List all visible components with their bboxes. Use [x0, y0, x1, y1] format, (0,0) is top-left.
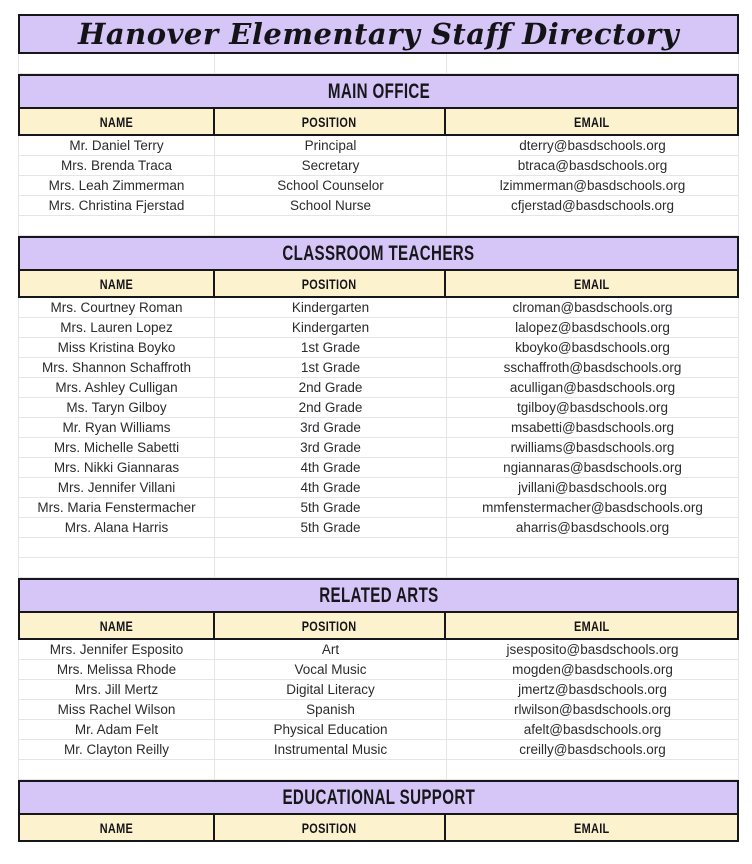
email-cell: ngiannaras@basdschools.org [447, 458, 738, 478]
column-header-position [215, 109, 446, 134]
name-cell: Mrs. Alana Harris [19, 518, 215, 538]
empty-cell [19, 216, 215, 236]
column-header-position [215, 271, 446, 296]
column-header-position [215, 613, 446, 638]
position-cell: 1st Grade [215, 338, 447, 358]
empty-cell [215, 54, 447, 74]
sections [18, 74, 739, 842]
name-cell: Mrs. Christina Fjerstad [19, 196, 215, 216]
table-row [18, 518, 739, 538]
name-cell: Mr. Adam Felt [19, 720, 215, 740]
table-row [18, 358, 739, 378]
name-cell: Mr. Daniel Terry [19, 136, 215, 156]
table-row [18, 418, 739, 438]
empty-cell [215, 216, 447, 236]
position-cell: 2nd Grade [215, 398, 447, 418]
email-cell: cfjerstad@basdschools.org [447, 196, 738, 216]
column-header-label: NAME [99, 113, 134, 130]
name-cell: Mrs. Leah Zimmerman [19, 176, 215, 196]
name-cell: Mrs. Shannon Schaffroth [19, 358, 215, 378]
name-cell: Mrs. Nikki Giannaras [19, 458, 215, 478]
empty-cell [19, 760, 215, 780]
table-row [18, 398, 739, 418]
table-row [18, 680, 739, 700]
empty-cell [215, 558, 447, 578]
section-classroom-teachers [18, 236, 739, 578]
spacer-row [18, 54, 739, 74]
table-row [18, 378, 739, 398]
email-cell: aharris@basdschools.org [447, 518, 738, 538]
section-title-bar [18, 578, 739, 612]
email-cell: msabetti@basdschools.org [447, 418, 738, 438]
section-educational-support [18, 780, 739, 842]
table-row [18, 740, 739, 760]
position-cell: Spanish [215, 700, 447, 720]
empty-cell [215, 760, 447, 780]
table-row [18, 318, 739, 338]
position-cell: Kindergarten [215, 318, 447, 338]
email-cell: kboyko@basdschools.org [447, 338, 738, 358]
table-row [18, 298, 739, 318]
table-row [18, 478, 739, 498]
empty-cell [447, 538, 738, 558]
column-header-label: NAME [99, 275, 134, 292]
position-cell: Instrumental Music [215, 740, 447, 760]
empty-cell [19, 538, 215, 558]
position-cell: School Nurse [215, 196, 447, 216]
position-cell: Vocal Music [215, 660, 447, 680]
email-cell: dterry@basdschools.org [447, 136, 738, 156]
table-row [18, 338, 739, 358]
email-cell: rwilliams@basdschools.org [447, 438, 738, 458]
email-cell: aculligan@basdschools.org [447, 378, 738, 398]
name-cell: Mr. Ryan Williams [19, 418, 215, 438]
position-cell: 3rd Grade [215, 438, 447, 458]
table-row [18, 640, 739, 660]
empty-cell [447, 558, 738, 578]
spacer-row [18, 558, 739, 578]
spacer-row [18, 538, 739, 558]
column-header-label: POSITION [302, 113, 357, 130]
name-cell: Mrs. Jennifer Villani [19, 478, 215, 498]
email-cell: tgilboy@basdschools.org [447, 398, 738, 418]
name-cell: Ms. Taryn Gilboy [19, 398, 215, 418]
column-header-label: EMAIL [573, 113, 610, 130]
table-row [18, 196, 739, 216]
column-header-email [446, 815, 737, 840]
column-header-email [446, 613, 737, 638]
section-title-bar [18, 236, 739, 270]
position-cell: Physical Education [215, 720, 447, 740]
column-header-label: POSITION [302, 275, 357, 292]
position-cell: 2nd Grade [215, 378, 447, 398]
email-cell: rlwilson@basdschools.org [447, 700, 738, 720]
empty-cell [19, 558, 215, 578]
name-cell: Mrs. Brenda Traca [19, 156, 215, 176]
email-cell: lzimmerman@basdschools.org [447, 176, 738, 196]
spacer-row [18, 760, 739, 780]
name-cell: Miss Rachel Wilson [19, 700, 215, 720]
section-title-label: CLASSROOM TEACHERS [282, 241, 475, 265]
position-cell: 1st Grade [215, 358, 447, 378]
position-cell: 3rd Grade [215, 418, 447, 438]
email-cell: mogden@basdschools.org [447, 660, 738, 680]
position-cell: Art [215, 640, 447, 660]
column-header-position [215, 815, 446, 840]
table-row [18, 700, 739, 720]
empty-cell [19, 54, 215, 74]
table-row [18, 438, 739, 458]
table-row [18, 156, 739, 176]
name-cell: Mr. Clayton Reilly [19, 740, 215, 760]
column-header-row [18, 270, 739, 298]
column-header-label: NAME [99, 819, 134, 836]
column-header-row [18, 612, 739, 640]
column-header-label: NAME [99, 617, 134, 634]
email-cell: mmfenstermacher@basdschools.org [447, 498, 738, 518]
table-row [18, 498, 739, 518]
empty-cell [447, 216, 738, 236]
name-cell: Mrs. Courtney Roman [19, 298, 215, 318]
section-related-arts [18, 578, 739, 780]
empty-cell [447, 54, 738, 74]
page-title: Hanover Elementary Staff Directory [77, 17, 680, 51]
name-cell: Mrs. Ashley Culligan [19, 378, 215, 398]
section-title-bar [18, 780, 739, 814]
column-header-email [446, 271, 737, 296]
table-row [18, 176, 739, 196]
table-row [18, 136, 739, 156]
column-header-name [20, 271, 215, 296]
column-header-label: POSITION [302, 819, 357, 836]
position-cell: 4th Grade [215, 478, 447, 498]
column-header-label: POSITION [302, 617, 357, 634]
email-cell: btraca@basdschools.org [447, 156, 738, 176]
column-header-label: EMAIL [573, 617, 610, 634]
empty-cell [447, 760, 738, 780]
column-header-label: EMAIL [573, 275, 610, 292]
section-title-label: EDUCATIONAL SUPPORT [282, 785, 475, 809]
email-cell: afelt@basdschools.org [447, 720, 738, 740]
name-cell: Mrs. Maria Fenstermacher [19, 498, 215, 518]
column-header-email [446, 109, 737, 134]
column-header-name [20, 613, 215, 638]
name-cell: Mrs. Melissa Rhode [19, 660, 215, 680]
position-cell: Digital Literacy [215, 680, 447, 700]
position-cell: Principal [215, 136, 447, 156]
staff-directory-sheet [18, 14, 739, 842]
email-cell: jsesposito@basdschools.org [447, 640, 738, 660]
position-cell: 4th Grade [215, 458, 447, 478]
name-cell: Mrs. Lauren Lopez [19, 318, 215, 338]
column-header-row [18, 108, 739, 136]
spacer-row [18, 216, 739, 236]
table-row [18, 720, 739, 740]
email-cell: clroman@basdschools.org [447, 298, 738, 318]
directory-title-bar [18, 14, 739, 54]
position-cell: 5th Grade [215, 518, 447, 538]
column-header-label: EMAIL [573, 819, 610, 836]
position-cell: 5th Grade [215, 498, 447, 518]
section-title-bar [18, 74, 739, 108]
name-cell: Mrs. Michelle Sabetti [19, 438, 215, 458]
section-title-label: RELATED ARTS [318, 583, 439, 607]
email-cell: sschaffroth@basdschools.org [447, 358, 738, 378]
name-cell: Mrs. Jill Mertz [19, 680, 215, 700]
empty-cell [215, 538, 447, 558]
name-cell: Miss Kristina Boyko [19, 338, 215, 358]
section-title-label: MAIN OFFICE [327, 79, 430, 103]
email-cell: creilly@basdschools.org [447, 740, 738, 760]
email-cell: lalopez@basdschools.org [447, 318, 738, 338]
column-header-name [20, 815, 215, 840]
table-row [18, 458, 739, 478]
position-cell: Kindergarten [215, 298, 447, 318]
position-cell: School Counselor [215, 176, 447, 196]
email-cell: jmertz@basdschools.org [447, 680, 738, 700]
position-cell: Secretary [215, 156, 447, 176]
section-main-office [18, 74, 739, 236]
column-header-name [20, 109, 215, 134]
column-header-row [18, 814, 739, 842]
table-row [18, 660, 739, 680]
email-cell: jvillani@basdschools.org [447, 478, 738, 498]
name-cell: Mrs. Jennifer Esposito [19, 640, 215, 660]
